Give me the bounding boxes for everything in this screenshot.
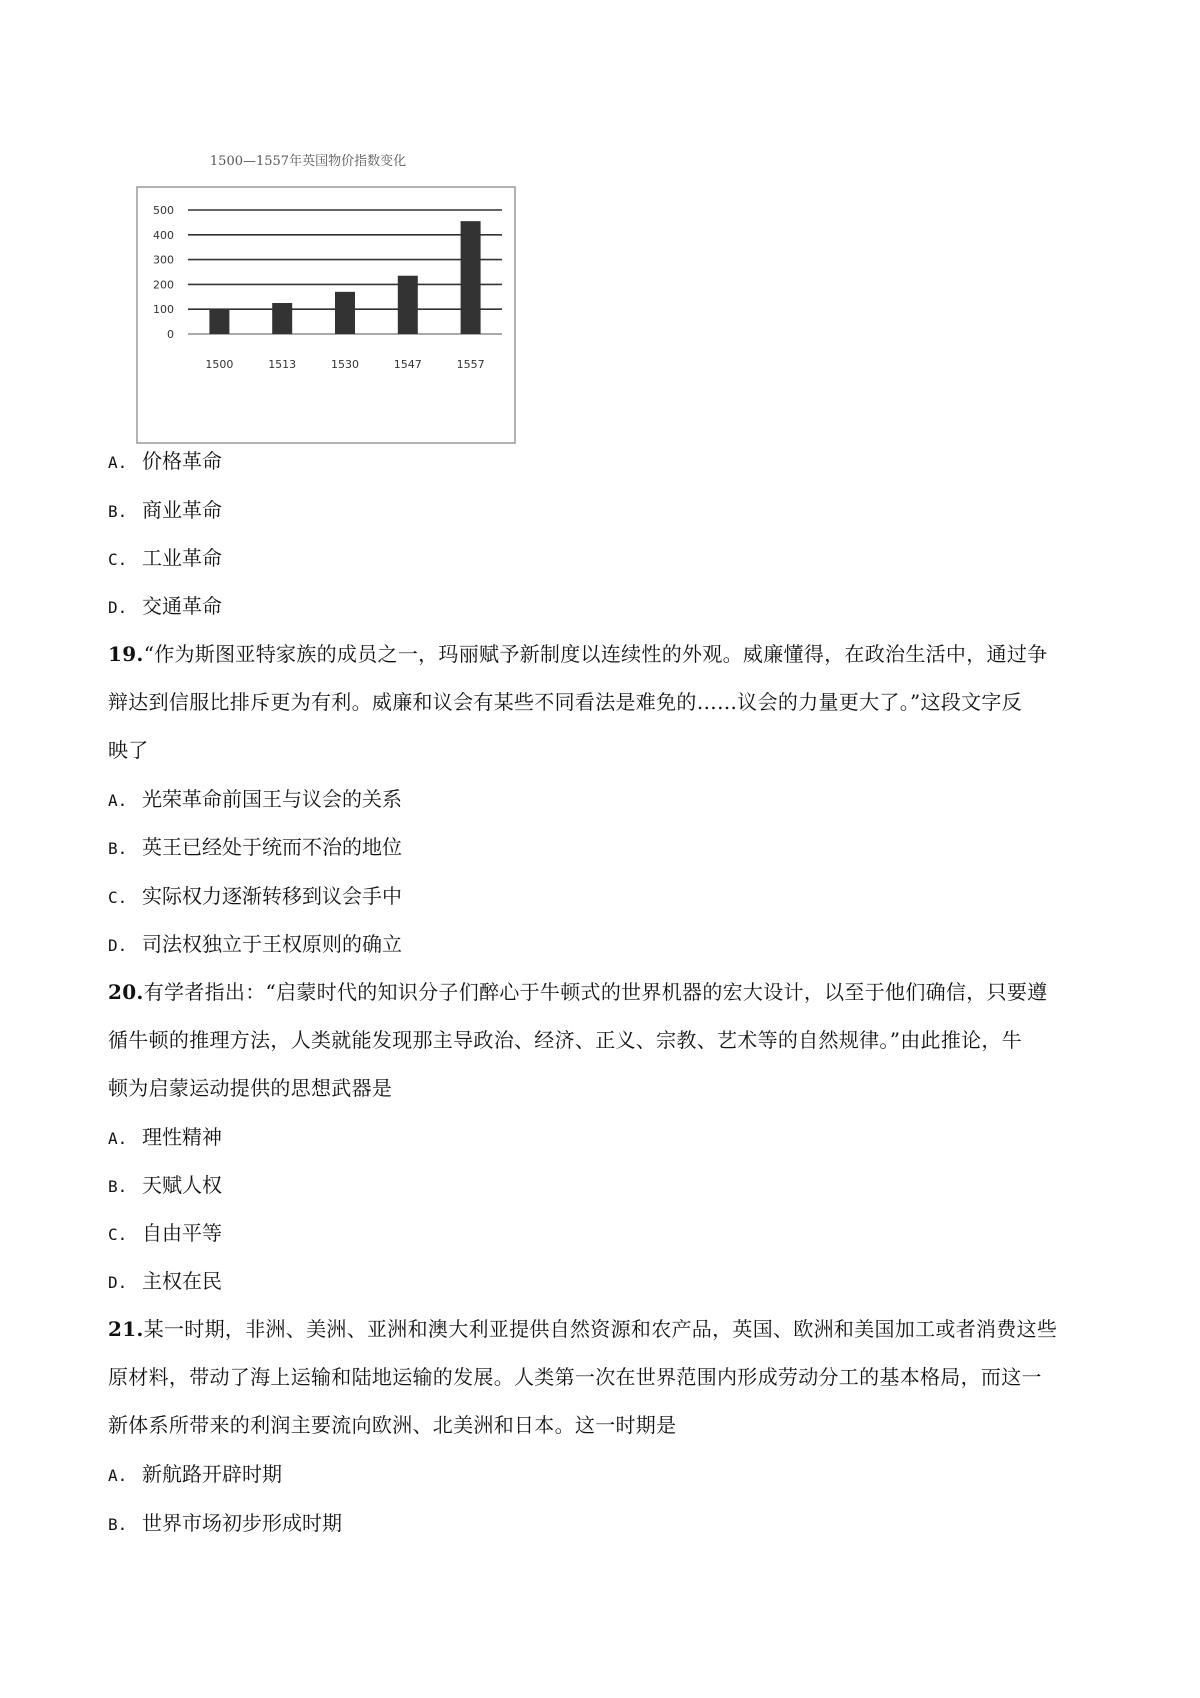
- question-line: 循牛顿的推理方法，人类就能发现那主导政治、经济、正义、宗教、艺术等的自然规律。”由此推论，牛: [108, 1028, 1023, 1052]
- q18-option-a[interactable]: [108, 447, 1098, 477]
- question-line: 20.有学者指出：“启蒙时代的知识分子们醉心于牛顿式的世界机器的宏大设计，以至于他们确信，只要遵: [108, 980, 1048, 1004]
- option-text: 理性精神: [142, 1125, 222, 1149]
- option-label: D.: [108, 598, 128, 617]
- option-label: D.: [108, 936, 128, 955]
- question-number: 19.: [108, 642, 144, 666]
- option-label: B.: [108, 839, 128, 858]
- q19-option-c[interactable]: [108, 882, 1098, 912]
- option-label: C.: [108, 888, 128, 907]
- option-text: 价格革命: [142, 449, 222, 473]
- question-line: 原材料，带动了海上运输和陆地运输的发展。人类第一次在世界范围内形成劳动分工的基本格局，而这一: [108, 1365, 1042, 1389]
- x-tick-label: 1500: [205, 358, 234, 371]
- option-text: 交通革命: [142, 594, 222, 618]
- option-label: D.: [108, 1273, 128, 1292]
- option-label: B.: [108, 502, 128, 521]
- q18-option-c[interactable]: [108, 544, 1098, 574]
- y-tick-label: 200: [153, 278, 174, 292]
- option-label: A.: [108, 1129, 128, 1148]
- question-line: 21.某一时期，非洲、美洲、亚洲和澳大利亚提供自然资源和农产品，英国、欧洲和美国加工或者消费这些: [108, 1317, 1058, 1341]
- question-line: 映了: [108, 738, 149, 762]
- q20-option-a[interactable]: [108, 1123, 1098, 1153]
- chart-frame: [137, 187, 515, 443]
- y-tick-label: 400: [153, 228, 174, 242]
- question-number: 21.: [108, 1317, 144, 1341]
- option-text: 工业革命: [142, 546, 222, 570]
- bar-1557: [461, 221, 481, 334]
- q19-option-b[interactable]: [108, 833, 1098, 863]
- bar-1513: [272, 303, 292, 334]
- q19-option-d[interactable]: [108, 930, 1098, 960]
- chart-canvas: [136, 186, 516, 444]
- option-text: 光荣革命前国王与议会的关系: [142, 787, 402, 811]
- price-index-chart: [108, 150, 556, 426]
- option-text: 英王已经处于统而不治的地位: [142, 835, 402, 859]
- q18-option-b[interactable]: [108, 496, 1098, 526]
- option-label: B.: [108, 1177, 128, 1196]
- question-19: [108, 630, 1098, 774]
- y-tick-label: 0: [167, 328, 174, 341]
- question-line: 顿为启蒙运动提供的思想武器是: [108, 1076, 393, 1100]
- option-text: 实际权力逐渐转移到议会手中: [142, 884, 402, 908]
- question-20: [108, 968, 1098, 1112]
- y-tick-label: 500: [153, 204, 174, 217]
- q19-option-a[interactable]: [108, 785, 1098, 815]
- y-tick-label: 300: [153, 253, 174, 267]
- option-text: 天赋人权: [142, 1173, 222, 1197]
- bar-1547: [398, 276, 418, 334]
- option-text: 司法权独立于王权原则的确立: [142, 932, 402, 956]
- bar-1530: [335, 292, 355, 334]
- option-label: A.: [108, 1466, 128, 1485]
- x-tick-label: 1530: [331, 358, 359, 371]
- q21-option-a[interactable]: [108, 1460, 1098, 1490]
- option-text: 自由平等: [142, 1221, 222, 1245]
- chart-title: 1500—1557年英国物价指数变化: [209, 154, 407, 169]
- option-label: A.: [108, 791, 128, 810]
- option-text: 商业革命: [142, 498, 222, 522]
- x-tick-label: 1513: [268, 358, 297, 371]
- option-label: A.: [108, 453, 128, 472]
- option-text: 主权在民: [142, 1269, 222, 1293]
- x-tick-label: 1557: [456, 358, 485, 371]
- option-text: 世界市场初步形成时期: [142, 1511, 342, 1535]
- x-tick-label: 1547: [393, 358, 422, 371]
- question-line: 19.“作为斯图亚特家族的成员之一，玛丽赋予新制度以连续性的外观。威廉懂得，在政治生活中，通过争: [108, 642, 1048, 666]
- question-number: 20.: [108, 980, 144, 1004]
- option-label: B.: [108, 1515, 128, 1534]
- option-label: C.: [108, 1225, 128, 1244]
- q20-option-c[interactable]: [108, 1219, 1098, 1249]
- question-line: 新体系所带来的利润主要流向欧洲、北美洲和日本。这一时期是: [108, 1413, 677, 1437]
- q20-option-d[interactable]: [108, 1267, 1098, 1297]
- option-text: 新航路开辟时期: [142, 1462, 282, 1486]
- q18-option-d[interactable]: [108, 592, 1098, 622]
- y-tick-label: 100: [153, 303, 174, 317]
- question-21: [108, 1305, 1098, 1449]
- q21-option-b[interactable]: [108, 1509, 1098, 1539]
- question-line: 辩达到信服比排斥更为有利。威廉和议会有某些不同看法是难免的……议会的力量更大了。”这段文字反: [108, 690, 1023, 714]
- option-label: C.: [108, 550, 128, 569]
- bar-1500: [209, 309, 229, 334]
- q20-option-b[interactable]: [108, 1171, 1098, 1201]
